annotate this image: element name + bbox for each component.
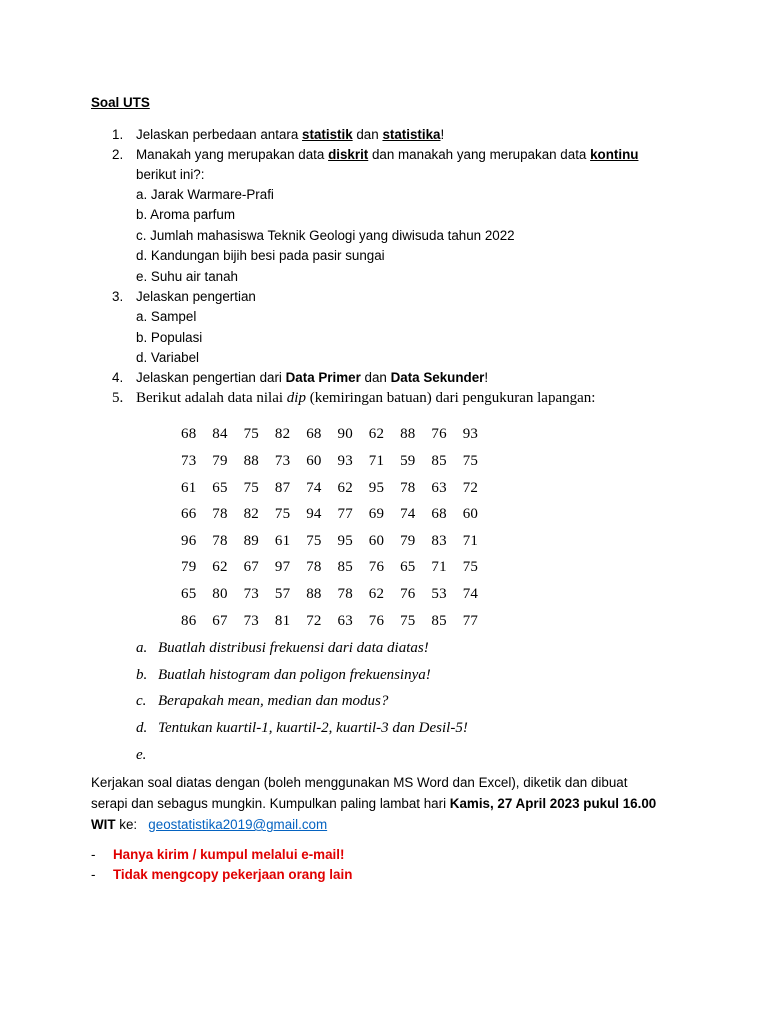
email-link[interactable]: geostatistika2019@gmail.com bbox=[148, 817, 328, 832]
instructions-line2-pre: serapi dan sebagus mungkin. Kumpulkan paling lambat hari bbox=[91, 796, 450, 811]
subquestion-label: c. bbox=[136, 693, 147, 709]
subquestion-c bbox=[136, 693, 388, 710]
list-item: a. Sampel bbox=[136, 309, 197, 324]
subquestion-label: d. bbox=[136, 720, 148, 736]
page-title: Soal UTS bbox=[91, 95, 150, 110]
subquestion-label: b. bbox=[136, 667, 148, 683]
subquestion-text: Berapakah mean, median dan modus? bbox=[158, 693, 389, 709]
q1-mid: dan bbox=[352, 127, 383, 142]
q4-term1: Data Primer bbox=[285, 370, 361, 385]
list-item: d. Kandungan bijih besi pada pasir sungai bbox=[136, 248, 385, 263]
note-email-only: Hanya kirim / kumpul melalui e-mail! bbox=[113, 847, 345, 862]
instructions-paragraph bbox=[91, 772, 656, 835]
q4-text bbox=[136, 370, 488, 385]
q2-line2: berikut ini?: bbox=[136, 167, 205, 182]
deadline-text: Kamis, 27 April 2023 pukul 16.00 bbox=[449, 796, 657, 811]
q1-pre: Jelaskan perbedaan antara bbox=[136, 127, 303, 142]
note-no-copy: Tidak mengcopy pekerjaan orang lain bbox=[113, 867, 353, 882]
data-row: 68 84 75 82 68 90 62 88 76 93 bbox=[181, 426, 479, 442]
q5-post: (kemiringan batuan) dari pengukuran lapangan: bbox=[305, 390, 596, 406]
list-item: a. Jarak Warmare-Prafi bbox=[136, 187, 274, 202]
q1-number: 1. bbox=[112, 127, 124, 142]
q2-pre: Manakah yang merupakan data bbox=[136, 147, 329, 162]
q5-text bbox=[136, 390, 595, 407]
note-dash: - bbox=[91, 867, 96, 882]
instructions-line2 bbox=[91, 793, 656, 814]
q5-term: dip bbox=[286, 390, 306, 406]
q2-text bbox=[136, 147, 638, 162]
q2-term1: diskrit bbox=[328, 147, 369, 162]
instructions-line1: Kerjakan soal diatas dengan (boleh menggunakan MS Word dan Excel), diketik dan dibuat bbox=[91, 775, 628, 790]
q1-term1: statistik bbox=[302, 127, 353, 142]
q2-mid: dan manakah yang merupakan data bbox=[368, 147, 591, 162]
data-row: 79 62 67 97 78 85 76 65 71 75 bbox=[181, 559, 479, 575]
instructions-line3 bbox=[91, 814, 656, 835]
data-row: 73 79 88 73 60 93 71 59 85 75 bbox=[181, 453, 479, 469]
note-dash: - bbox=[91, 847, 96, 862]
subquestion-text: Tentukan kuartil-1, kuartil-2, kuartil-3 dan Desil-5! bbox=[158, 720, 468, 736]
data-row: 66 78 82 75 94 77 69 74 68 60 bbox=[181, 506, 479, 522]
list-item: c. Jumlah mahasiswa Teknik Geologi yang diwisuda tahun 2022 bbox=[136, 228, 515, 243]
q2-term2: kontinu bbox=[590, 147, 639, 162]
q4-pre: Jelaskan pengertian dari bbox=[136, 370, 286, 385]
subquestion-d bbox=[136, 720, 468, 737]
subquestion-label: a. bbox=[136, 640, 148, 656]
subquestion-label: e. bbox=[136, 747, 147, 763]
q5-number: 5. bbox=[112, 390, 124, 406]
q1-text bbox=[136, 127, 444, 142]
q3-number: 3. bbox=[112, 289, 124, 304]
subquestion-e bbox=[136, 747, 158, 764]
q4-end: ! bbox=[484, 370, 489, 385]
deadline-timezone: WIT bbox=[91, 817, 116, 832]
q4-mid: dan bbox=[360, 370, 391, 385]
data-row: 86 67 73 81 72 63 76 75 85 77 bbox=[181, 613, 479, 629]
q1-term2: statistika bbox=[382, 127, 441, 142]
data-row: 96 78 89 61 75 95 60 79 83 71 bbox=[181, 533, 479, 549]
instructions-ke: ke: bbox=[115, 817, 149, 832]
q1-end: ! bbox=[440, 127, 445, 142]
subquestion-b bbox=[136, 667, 431, 684]
subquestion-text: Buatlah histogram dan poligon frekuensinya! bbox=[158, 667, 431, 683]
q2-number: 2. bbox=[112, 147, 124, 162]
q3-text: Jelaskan pengertian bbox=[136, 289, 256, 304]
list-item: b. Populasi bbox=[136, 330, 203, 345]
list-item: d. Variabel bbox=[136, 350, 200, 365]
q5-pre: Berikut adalah data nilai bbox=[136, 390, 287, 406]
data-row: 65 80 73 57 88 78 62 76 53 74 bbox=[181, 586, 479, 602]
q4-number: 4. bbox=[112, 370, 124, 385]
subquestion-text: Buatlah distribusi frekuensi dari data diatas! bbox=[158, 640, 429, 656]
list-item: e. Suhu air tanah bbox=[136, 269, 238, 284]
q4-term2: Data Sekunder bbox=[390, 370, 485, 385]
data-row: 61 65 75 87 74 62 95 78 63 72 bbox=[181, 480, 479, 496]
subquestion-a bbox=[136, 640, 429, 657]
list-item: b. Aroma parfum bbox=[136, 207, 235, 222]
